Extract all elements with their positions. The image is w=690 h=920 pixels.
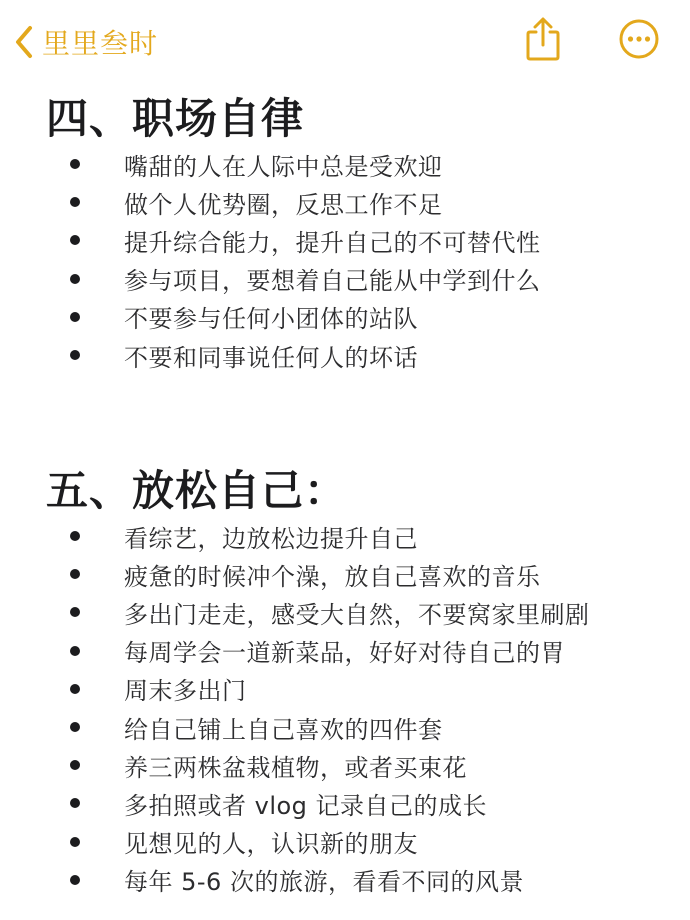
bullet xyxy=(70,350,80,360)
bullet xyxy=(70,607,80,617)
list-item-text: 多出门走走，感受大自然，不要窝家里刷剧 xyxy=(124,600,590,629)
list-item-text: 疲惫的时候冲个澡，放自己喜欢的音乐 xyxy=(124,562,541,591)
chevron-left-icon xyxy=(14,25,34,59)
back-button[interactable] xyxy=(14,22,158,62)
list-item-text: 参与项目，要想着自己能从中学到什么 xyxy=(124,267,541,296)
list-item-text: 见想见的人，认识新的朋友 xyxy=(124,830,418,859)
list-item-text: 养三两株盆栽植物，或者买束花 xyxy=(124,753,467,782)
list-item-text: 不要参与任何小团体的站队 xyxy=(124,305,418,334)
bullet xyxy=(70,159,80,169)
list-item-text: 每年 5-6 次的旅游，看看不同的风景 xyxy=(124,868,524,897)
bullet xyxy=(70,646,80,656)
bullet xyxy=(70,312,80,322)
share-icon xyxy=(525,16,561,66)
bullet xyxy=(70,722,80,732)
bullet xyxy=(70,235,80,245)
more-button[interactable] xyxy=(616,16,662,66)
bullet xyxy=(70,760,80,770)
list-item-text: 周末多出门 xyxy=(124,677,247,706)
list-item-text: 提升综合能力，提升自己的不可替代性 xyxy=(124,228,541,257)
section-title-career: 四、职场自律 xyxy=(46,94,305,143)
bullet xyxy=(70,274,80,284)
navigation-bar xyxy=(0,0,690,80)
list-item-text: 多拍照或者 vlog 记录自己的成长 xyxy=(124,791,488,820)
bullet xyxy=(70,531,80,541)
bullet xyxy=(70,837,80,847)
bullet xyxy=(70,875,80,885)
ellipsis-circle-icon xyxy=(618,18,660,64)
bullet xyxy=(70,684,80,694)
list-item-text: 不要和同事说任何人的坏话 xyxy=(124,343,418,372)
back-label: 里里叁时 xyxy=(42,27,159,60)
section-title-relax: 五、放松自己： xyxy=(46,466,348,515)
list-item-text: 给自己铺上自己喜欢的四件套 xyxy=(124,715,443,744)
share-button[interactable] xyxy=(520,16,566,66)
bullet xyxy=(70,197,80,207)
bullet xyxy=(70,569,80,579)
list-item-text: 看综艺，边放松边提升自己 xyxy=(124,524,418,553)
list-item-text: 每周学会一道新菜品，好好对待自己的胃 xyxy=(124,639,565,668)
list-item-text: 嘴甜的人在人际中总是受欢迎 xyxy=(124,152,443,181)
list-item-text: 做个人优势圈，反思工作不足 xyxy=(124,190,443,219)
bullet xyxy=(70,798,80,808)
